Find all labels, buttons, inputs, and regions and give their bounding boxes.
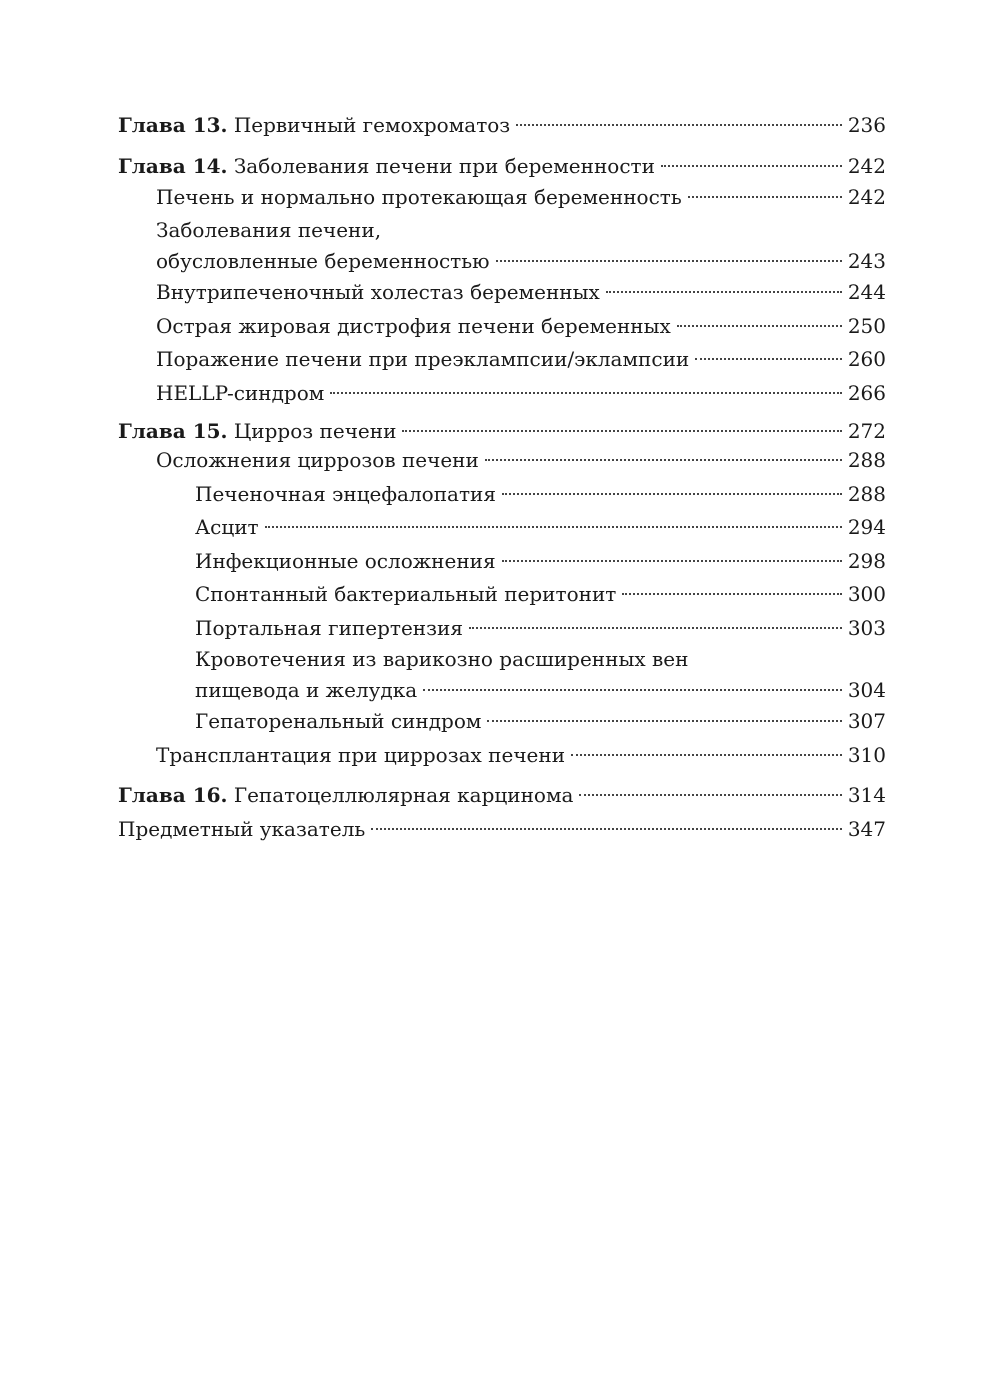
toc-subsection[interactable] <box>118 479 886 513</box>
entry-title: Спонтанный бактериальный перитонит <box>195 582 617 606</box>
dot-leader <box>502 560 842 562</box>
page-number: 310 <box>847 742 886 767</box>
chapter-title: Первичный гемохроматоз <box>233 113 511 137</box>
dot-leader <box>469 627 842 629</box>
toc-chapter-13[interactable] <box>118 110 886 144</box>
page-number: 288 <box>847 448 886 472</box>
toc-section[interactable] <box>118 445 886 479</box>
dot-leader <box>423 689 842 691</box>
dot-leader <box>485 459 842 461</box>
chapter-title: Гепатоцеллюлярная карцинома <box>233 783 574 807</box>
toc-section[interactable] <box>118 311 886 345</box>
entry-title <box>118 780 573 810</box>
toc-chapter-15[interactable] <box>118 418 886 445</box>
entry-title: Острая жировая дистрофия печени беременных <box>156 313 671 338</box>
entry-title: Гепаторенальный синдром <box>195 709 482 733</box>
chapter-title: Цирроз печени <box>233 419 397 443</box>
page-number: 260 <box>847 347 886 371</box>
page-number: 298 <box>847 548 886 573</box>
entry-title: Осложнения циррозов печени <box>156 448 479 472</box>
toc-subsection[interactable] <box>118 706 886 740</box>
entry-title <box>118 110 510 140</box>
page-number: 304 <box>847 677 886 702</box>
page-number: 266 <box>847 380 886 405</box>
entry-title: Поражение печени при преэклампсии/эклампсии <box>156 347 690 371</box>
entry-title-line2: пищевода и желудка <box>195 677 418 702</box>
dot-leader <box>516 124 842 126</box>
toc-section[interactable] <box>118 277 886 311</box>
page-number: 307 <box>847 709 886 733</box>
page-number: 236 <box>847 113 886 137</box>
dot-leader <box>606 291 842 293</box>
toc-section[interactable] <box>118 344 886 378</box>
dot-leader <box>677 325 842 327</box>
toc-subsection[interactable] <box>118 646 886 706</box>
page-number: 314 <box>847 783 886 807</box>
dot-leader <box>402 430 841 432</box>
toc-subsection[interactable] <box>118 579 886 613</box>
chapter-label: Глава 13. <box>118 113 228 137</box>
chapter-label: Глава 16. <box>118 783 228 807</box>
page-number: 242 <box>847 153 886 178</box>
chapter-label: Глава 14. <box>118 153 228 178</box>
page-number: 347 <box>847 816 886 841</box>
page-number: 300 <box>847 582 886 606</box>
page-number: 242 <box>847 185 886 209</box>
entry-title: Внутрипеченочный холестаз беременных <box>156 280 600 304</box>
entry-title-line2: обусловленные беременностью <box>156 248 490 273</box>
dot-leader <box>371 828 842 830</box>
page-number: 244 <box>847 280 886 304</box>
toc-subsection[interactable] <box>118 512 886 546</box>
dot-leader <box>265 526 842 528</box>
toc-subsection[interactable] <box>118 613 886 647</box>
toc-section[interactable] <box>118 217 886 277</box>
dot-leader <box>579 794 841 796</box>
toc-section[interactable] <box>118 184 886 211</box>
toc-subsection[interactable] <box>118 546 886 580</box>
page-number: 243 <box>847 248 886 273</box>
entry-title: Асцит <box>195 515 259 539</box>
dot-leader <box>688 196 842 198</box>
entry-title: Предметный указатель <box>118 816 366 841</box>
toc-chapter-16[interactable] <box>118 780 886 814</box>
toc-index-entry[interactable] <box>118 814 886 848</box>
entry-title: Печень и нормально протекающая беременность <box>156 185 682 209</box>
entry-title-line1: Кровотечения из варикозно расширенных вен <box>195 647 689 671</box>
toc-chapter-14[interactable] <box>118 151 886 185</box>
dot-leader <box>487 720 841 722</box>
entry-title <box>118 151 655 181</box>
page-number: 250 <box>847 313 886 338</box>
toc-section[interactable] <box>118 378 886 412</box>
chapter-title: Заболевания печени при беременности <box>233 153 655 178</box>
dot-leader <box>502 493 842 495</box>
page-number: 294 <box>847 515 886 539</box>
entry-title: Портальная гипертензия <box>195 615 463 640</box>
dot-leader <box>661 165 842 167</box>
dot-leader <box>330 392 842 394</box>
dot-leader <box>695 358 842 360</box>
entry-title <box>118 418 396 445</box>
entry-title: Печеночная энцефалопатия <box>195 481 496 506</box>
toc-section[interactable] <box>118 740 886 774</box>
entry-title-line1: Заболевания печени, <box>156 218 382 242</box>
entry-title: Трансплантация при циррозах печени <box>156 742 566 767</box>
page-number: 288 <box>847 481 886 506</box>
dot-leader <box>496 260 842 262</box>
table-of-contents <box>118 110 886 847</box>
chapter-label: Глава 15. <box>118 419 228 443</box>
entry-title: HELLP-синдром <box>156 380 325 405</box>
entry-title: Инфекционные осложнения <box>195 548 496 573</box>
page-number: 303 <box>847 615 886 640</box>
dot-leader <box>622 593 841 595</box>
dot-leader <box>571 754 842 756</box>
page-number: 272 <box>847 419 886 443</box>
